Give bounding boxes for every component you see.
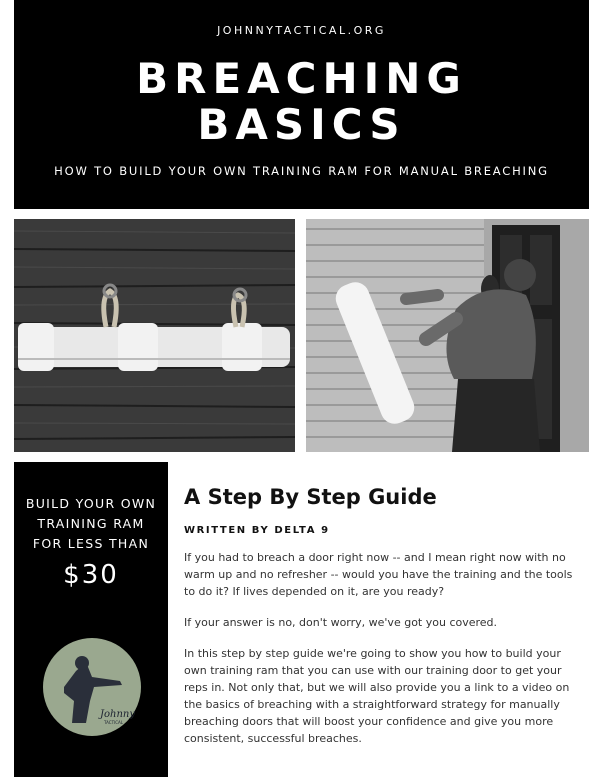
johnny-tactical-logo <box>42 637 142 737</box>
guide-content <box>184 484 582 747</box>
promo-line-2: TRAINING RAM <box>37 516 145 531</box>
pvc-training-ram-photo <box>14 219 295 452</box>
man-swinging-ram-photo <box>306 219 589 452</box>
title-line-1: BREACHING <box>136 54 467 103</box>
author-byline: WRITTEN BY DELTA 9 <box>184 525 330 536</box>
svg-text:TACTICAL: TACTICAL <box>104 720 123 725</box>
guide-overview-paragraph: In this step by step guide we're going to show you how to build your own training ram that you can use with our training door to get your reps in. Not only that, but we will also provide you a link to a video on the basics of breaching with a straightforward strategy for manually breaching doors that will boost your confidence and give you more consistent, successful breaches. <box>184 647 570 745</box>
promo-line-1: BUILD YOUR OWN <box>25 496 157 511</box>
intro-paragraph: If you had to breach a door right now -- and I mean right now with no warm up and no refresher -- would you have the training and the tools to do it? If lives depended on it, are you ready? <box>184 551 573 598</box>
sidebar-promo <box>14 462 168 777</box>
header-banner <box>14 0 589 209</box>
guide-title: A Step By Step Guide <box>184 485 437 509</box>
price-label: $30 <box>63 560 119 590</box>
title-line-2: BASICS <box>197 100 406 149</box>
promo-line-3: FOR LESS THAN <box>32 536 150 551</box>
page-title <box>14 56 589 148</box>
svg-text:Johnny: Johnny <box>100 709 135 720</box>
page-subtitle: HOW TO BUILD YOUR OWN TRAINING RAM FOR MANUAL BREACHING <box>54 164 549 178</box>
site-url[interactable]: JOHNNYTACTICAL.ORG <box>217 24 386 37</box>
reassurance-paragraph: If your answer is no, don't worry, we've got you covered. <box>184 616 498 629</box>
promo-text <box>14 494 168 554</box>
